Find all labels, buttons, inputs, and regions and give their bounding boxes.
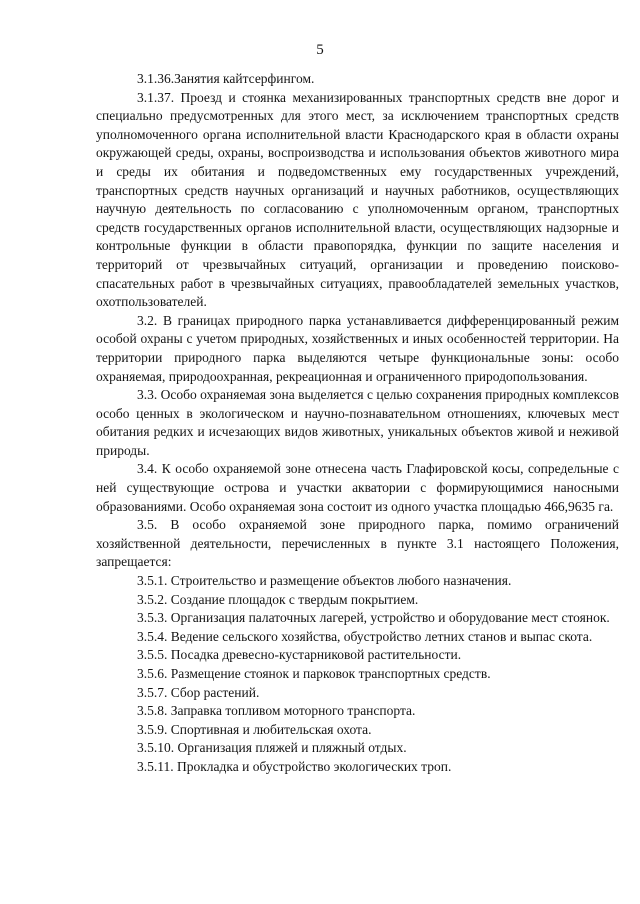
paragraph-3-5: 3.5. В особо охраняемой зоне природного парка, помимо ограничений хозяйственной деятельности, перечисленных в пункте 3.1 настоящего Положения, запрещается:: [96, 517, 619, 570]
paragraph-3-5-11: 3.5.11. Прокладка и обустройство экологических троп.: [137, 758, 452, 774]
paragraph-3-5-10: 3.5.10. Организация пляжей и пляжный отдых.: [137, 740, 407, 756]
paragraph-3-5-8: 3.5.8. Заправка топливом моторного транспорта.: [137, 703, 416, 719]
paragraph-3-5-7: 3.5.7. Сбор растений.: [137, 684, 260, 700]
paragraph-3-5-2: 3.5.2. Создание площадок с твердым покрытием.: [137, 591, 419, 607]
paragraph-3-1-37: 3.1.37. Проезд и стоянка механизированных транспортных средств вне дорог и специально предусмотренных для этого мест, за исключением транспортных средств уполномоченного органа исполнительной власти Краснодарского края в области охраны окружающей среды, охраны, воспроизводства и использования объектов животного мира и среды их обитания и подведомственных ему государственных учреждений, транспортных средств научных организаций и научных работников, осуществляющих научную деятельность по согласованию с уполномоченным органом, транспортных средств государственных органов исполнительной власти, осуществляющих надзорные и контрольные функции в области правопорядка, функции по защите населения и территорий от чрезвычайных ситуаций, организации и проведению поисково-спасательных работ в чрезвычайных ситуациях, правообладателей земельных участков, охотпользователей.: [96, 89, 619, 310]
paragraph-3-4: 3.4. К особо охраняемой зоне отнесена часть Глафировской косы, сопредельные с ней существующие острова и участки акватории с формирующимися наносными образованиями. Особо охраняемая зона состоит из одного участка площадью 466,9635 га.: [96, 461, 619, 514]
paragraph-3-5-9: 3.5.9. Спортивная и любительская охота.: [137, 721, 372, 737]
paragraph-3-5-3: 3.5.3. Организация палаточных лагерей, устройство и оборудование мест стоянок.: [137, 610, 610, 626]
paragraph-3-5-5: 3.5.5. Посадка древесно-кустарниковой растительности.: [137, 647, 462, 663]
paragraph-3-3: 3.3. Особо охраняемая зона выделяется с целью сохранения природных комплексов особо ценных в экологическом и научно-познавательном отношениях, ключевых мест обитания редких и исчезающих видов животных, уникальных объектов живой и неживой природы.: [96, 387, 619, 458]
document-body: [96, 70, 619, 777]
paragraph-3-5-4: 3.5.4. Ведение сельского хозяйства, обустройство летних станов и выпас скота.: [137, 628, 593, 644]
paragraph-3-5-6: 3.5.6. Размещение стоянок и парковок транспортных средств.: [137, 666, 491, 681]
page-number: 5: [316, 42, 324, 58]
paragraph-3-1-36: 3.1.36.Занятия кайтсерфингом.: [137, 71, 315, 86]
paragraph-3-5-1: 3.5.1. Строительство и размещение объектов любого назначения.: [137, 573, 512, 589]
paragraph-3-2: 3.2. В границах природного парка устанавливается дифференцированный режим особой охраны с учетом природных, хозяйственных и иных особенностей территории. На территории природного парка выделяются четыре функциональные зоны: особо охраняемая, природоохранная, рекреационная и ограниченного природопользования.: [96, 312, 619, 384]
